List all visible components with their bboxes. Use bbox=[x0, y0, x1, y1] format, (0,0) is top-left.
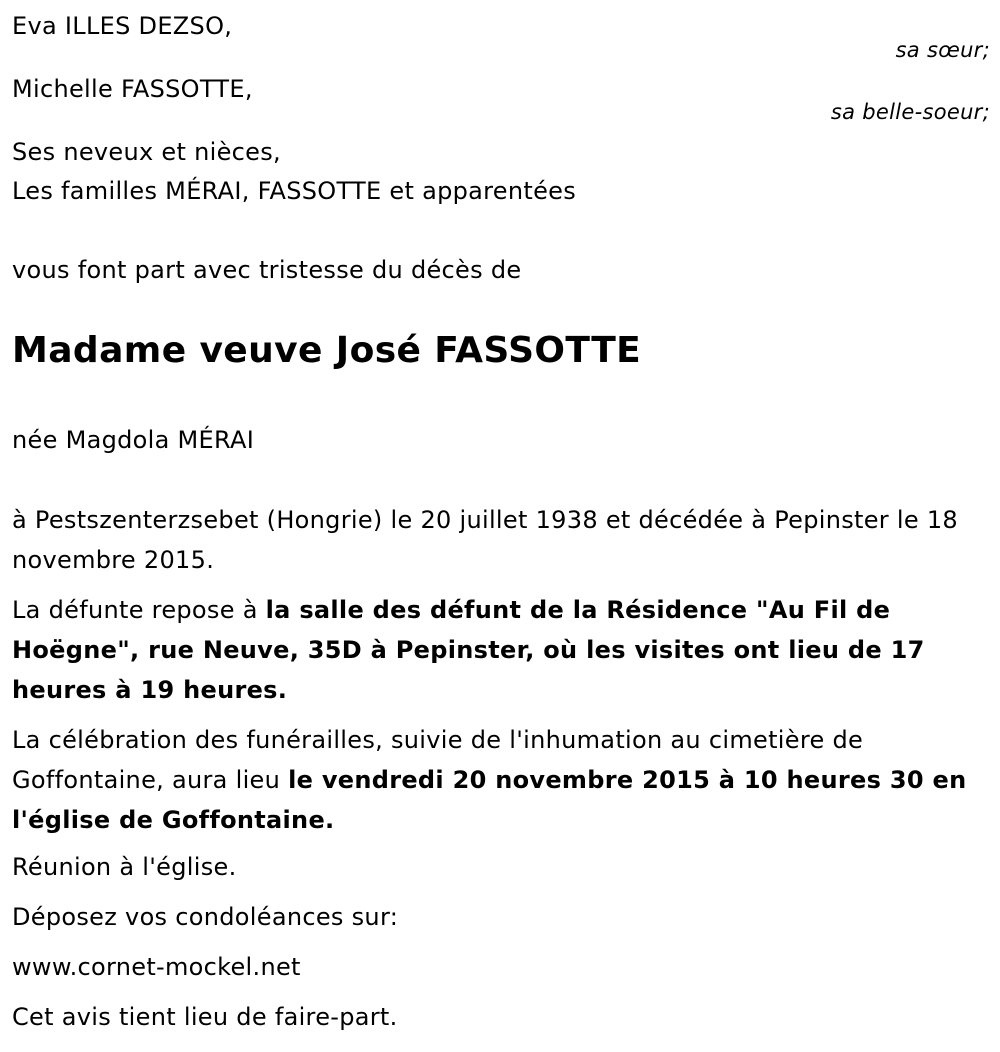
condolences-note: Déposez vos condoléances sur: bbox=[12, 903, 399, 931]
family-names: Les familles MÉRAI, FASSOTTE et apparentées bbox=[12, 177, 577, 205]
birth-death-details: à Pestszenterzsebet (Hongrie) le 20 juillet 1938 et décédée à Pepinster le 18 novembre 2015. bbox=[12, 506, 958, 574]
announcement-text: vous font part avec tristesse du décès de bbox=[12, 256, 522, 284]
family-nephews-nieces: Ses neveux et nièces, bbox=[12, 138, 281, 166]
website-link[interactable]: www.cornet-mockel.net bbox=[12, 953, 301, 981]
ceremony-intro: La célébration des funérailles, suivie de l'inhumation au cimetière de Goffontaine, aura lieu bbox=[12, 726, 864, 794]
closing-note: Cet avis tient lieu de faire-part. bbox=[12, 1003, 398, 1031]
maiden-name: née Magdola MÉRAI bbox=[12, 426, 255, 454]
ceremony-date-location: le vendredi 20 novembre 2015 à 10 heures 30 en l'église de Goffontaine. bbox=[12, 766, 967, 834]
deceased-name: Madame veuve José FASSOTTE bbox=[12, 330, 642, 371]
meeting-note: Réunion à l'église. bbox=[12, 853, 237, 881]
family-member-eva: Eva ILLES DEZSO, bbox=[12, 12, 233, 40]
repose-location: la salle des défunt de la Résidence "Au Fil de Hoëgne", rue Neuve, 35D à Pepinster, où les visites ont lieu de 17 heures à 19 heures. bbox=[12, 596, 925, 704]
repose-intro: La défunte repose à bbox=[12, 596, 266, 624]
family-member-michelle: Michelle FASSOTTE, bbox=[12, 75, 253, 103]
family-role-sister: sa sœur; bbox=[895, 38, 990, 62]
ceremony-details bbox=[12, 720, 990, 840]
family-role-sister-in-law: sa belle-soeur; bbox=[830, 100, 990, 124]
repose-details bbox=[12, 590, 990, 710]
